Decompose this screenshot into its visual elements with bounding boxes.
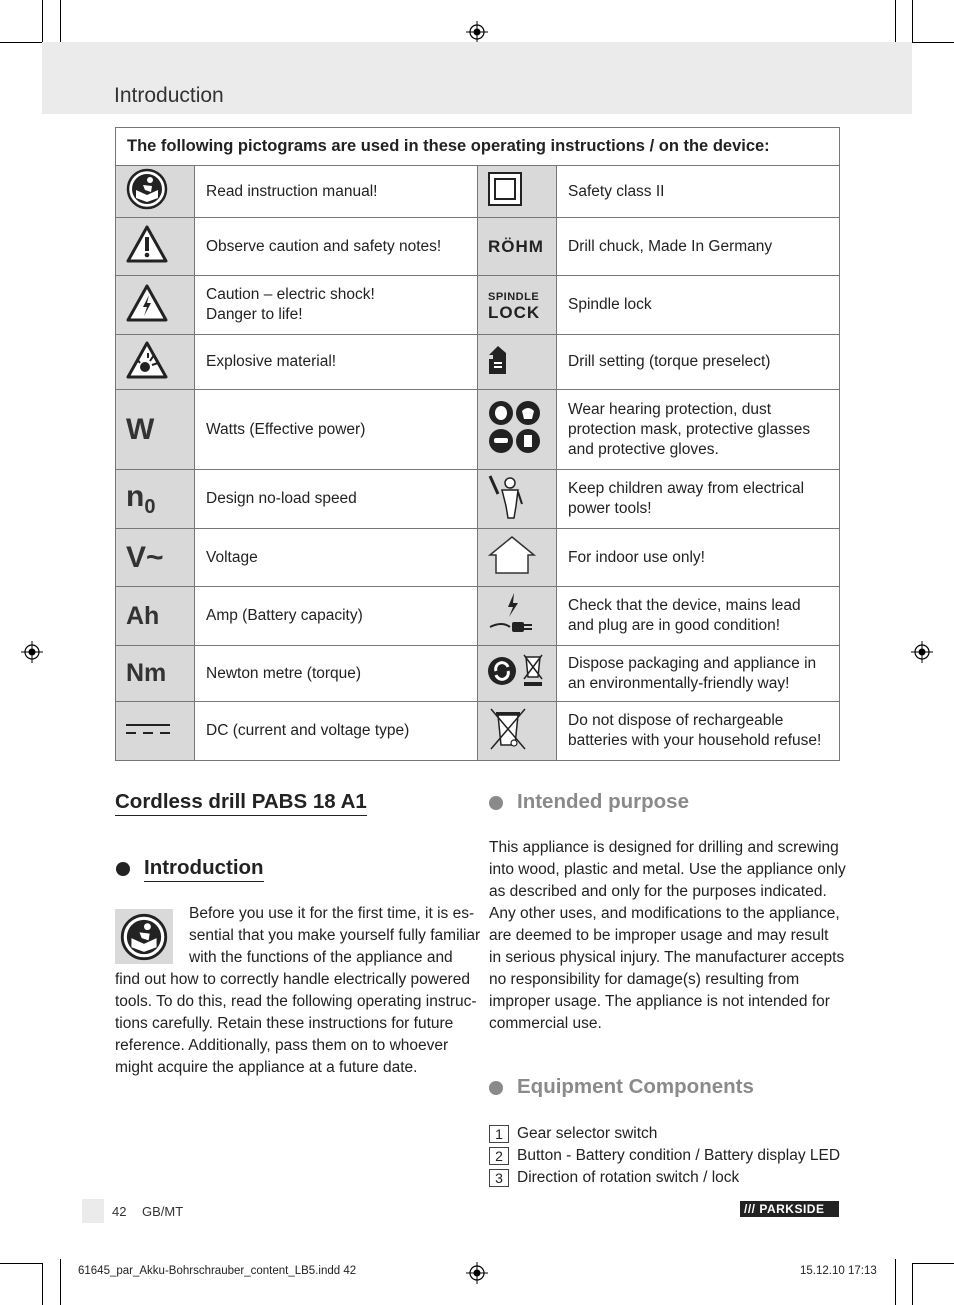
crop-mark xyxy=(912,0,913,42)
book-icon xyxy=(126,168,168,210)
warning-icon xyxy=(126,225,168,263)
pictogram-description xyxy=(557,276,840,335)
text-line: Watts (Effective power) xyxy=(206,420,366,438)
icon-cell xyxy=(116,390,195,470)
text-line: no responsibility for damage(s) resulting from xyxy=(489,971,800,988)
crop-mark xyxy=(42,1263,43,1305)
slug-filename: 61645_par_Akku-Bohrschrauber_content_LB5.indd 42 xyxy=(78,1265,357,1277)
pictogram-description xyxy=(557,166,840,218)
logo-text-top: SPINDLE xyxy=(488,291,540,303)
text-line: Wear hearing protection, dust xyxy=(568,400,772,418)
component-number: 1 xyxy=(489,1125,509,1143)
list-item xyxy=(489,1167,840,1189)
crop-mark xyxy=(895,0,896,46)
electric-shock-icon xyxy=(126,284,168,322)
table-row xyxy=(116,390,840,470)
text-line: Read instruction manual! xyxy=(206,182,378,200)
book-icon xyxy=(120,913,168,961)
pictogram-description xyxy=(557,335,840,390)
pictogram-description xyxy=(195,702,478,761)
pictogram-description xyxy=(557,390,840,470)
component-number: 2 xyxy=(489,1147,509,1165)
text-line: Safety class II xyxy=(568,182,665,200)
crop-mark xyxy=(60,0,61,46)
component-label: Direction of rotation switch / lock xyxy=(517,1169,740,1186)
table-row xyxy=(116,218,840,276)
logo-text-bottom: LOCK xyxy=(488,303,541,322)
text-line: tions carefully. Retain these instructions for future xyxy=(115,1015,454,1032)
component-number: 3 xyxy=(489,1169,509,1187)
region-code: GB/MT xyxy=(142,1204,184,1219)
square-icon xyxy=(488,172,522,206)
text-line: power tools! xyxy=(568,500,652,517)
pictogram-description xyxy=(195,390,478,470)
pictogram-description xyxy=(557,218,840,276)
house-icon xyxy=(488,535,536,575)
text-line: Voltage xyxy=(206,548,258,566)
list-item xyxy=(489,1123,840,1145)
text-line: are deemed to be improper usage and may result xyxy=(489,927,829,944)
crop-mark xyxy=(60,1259,61,1305)
icon-cell xyxy=(478,646,557,702)
icon-cell xyxy=(116,335,195,390)
child-icon xyxy=(488,474,524,520)
newton-metre-symbol: Nm xyxy=(126,659,167,687)
product-title: Cordless drill PABS 18 A1 xyxy=(115,790,367,816)
table-row xyxy=(116,646,840,702)
registration-mark-icon xyxy=(21,641,43,663)
text-line: Drill setting (torque preselect) xyxy=(568,353,771,370)
intro-paragraph-bottom xyxy=(115,969,477,1079)
icon-cell xyxy=(478,702,557,761)
recycle-icon xyxy=(488,653,546,689)
pictogram-description xyxy=(195,166,478,218)
text-line: Danger to life! xyxy=(206,306,303,323)
icon-cell xyxy=(116,646,195,702)
pictogram-description xyxy=(195,529,478,587)
text-line: Dispose packaging and appliance in xyxy=(568,654,817,672)
pictogram-table xyxy=(115,127,840,761)
table-row xyxy=(116,335,840,390)
rohm-logo: RÖHM xyxy=(488,236,544,256)
dc-icon xyxy=(126,722,170,736)
text-line: and plug are in good condition! xyxy=(568,617,780,634)
icon-cell xyxy=(478,587,557,646)
explosive-icon xyxy=(126,341,168,379)
pictogram-description xyxy=(195,335,478,390)
pictogram-description xyxy=(557,470,840,529)
icon-cell xyxy=(478,166,557,218)
table-row xyxy=(116,529,840,587)
pictogram-description xyxy=(195,587,478,646)
purpose-heading: Intended purpose xyxy=(517,790,689,813)
bullet-icon xyxy=(116,862,130,876)
text-line: into wood, plastic and metal. Use the appliance only xyxy=(489,861,846,878)
table-row xyxy=(116,166,840,218)
amp-hour-symbol: Ah xyxy=(126,601,160,630)
pictogram-description xyxy=(195,218,478,276)
component-label: Button - Battery condition / Battery display LED xyxy=(517,1147,841,1164)
bullet-icon xyxy=(489,796,503,810)
text-line: Spindle lock xyxy=(568,296,652,313)
icon-cell xyxy=(478,276,557,335)
spindle-lock-logo xyxy=(488,291,556,322)
icon-cell xyxy=(116,470,195,529)
text-line: improper usage. The appliance is not intended for xyxy=(489,993,830,1010)
text-line: Keep children away from electrical xyxy=(568,480,805,497)
text-line: might acquire the appliance at a future date. xyxy=(115,1059,418,1076)
text-line: as described and only for the purposes indicated. xyxy=(489,883,827,900)
text-line: tools. To do this, read the following operating instruc- xyxy=(115,993,477,1010)
table-row xyxy=(116,702,840,761)
table-row xyxy=(116,470,840,529)
text-line: in serious physical injury. The manufacturer accepts xyxy=(489,949,845,966)
pictogram-description xyxy=(557,529,840,587)
pictogram-description xyxy=(557,646,840,702)
purpose-paragraph xyxy=(489,837,846,1035)
crossed-bin-icon xyxy=(488,707,528,751)
pictogram-description xyxy=(195,276,478,335)
manual-icon-box xyxy=(115,909,173,964)
icon-cell xyxy=(478,218,557,276)
crop-mark xyxy=(0,42,42,43)
text-line: batteries with your household refuse! xyxy=(568,732,822,749)
no-load-speed-symbol: n xyxy=(126,479,145,513)
watts-symbol: W xyxy=(126,412,155,446)
text-line: Drill chuck, Made In Germany xyxy=(568,237,773,255)
page-number: 42 xyxy=(112,1204,127,1219)
drill-setting-icon xyxy=(488,345,508,375)
ppe-icon xyxy=(488,399,542,455)
table-row xyxy=(116,587,840,646)
bullet-icon xyxy=(489,1081,503,1095)
crop-mark xyxy=(0,1263,42,1264)
table-row xyxy=(116,276,840,335)
components-list xyxy=(489,1123,840,1189)
registration-mark-icon xyxy=(466,21,488,43)
icon-cell xyxy=(116,166,195,218)
voltage-symbol: V~ xyxy=(126,540,164,574)
icon-cell xyxy=(478,470,557,529)
pictogram-description xyxy=(557,702,840,761)
crop-mark xyxy=(42,0,43,42)
icon-cell xyxy=(478,529,557,587)
intro-heading: Introduction xyxy=(144,856,264,882)
footer-box xyxy=(82,1199,104,1223)
text-line: reference. Additionally, pass them on to whoever xyxy=(115,1037,449,1054)
icon-cell xyxy=(478,390,557,470)
text-line: Before you use it for the first time, it is es- xyxy=(189,905,475,922)
list-item xyxy=(489,1145,840,1167)
text-line: and protective gloves. xyxy=(568,440,719,458)
plug-icon xyxy=(488,591,536,637)
pictogram-table-heading: The following pictograms are used in these operating instructions / on the device: xyxy=(116,128,840,166)
icon-cell xyxy=(116,587,195,646)
text-line: Observe caution and safety notes! xyxy=(206,237,442,255)
component-label: Gear selector switch xyxy=(517,1125,658,1142)
icon-cell xyxy=(478,335,557,390)
parkside-logo: /// PARKSIDE xyxy=(740,1201,839,1217)
icon-cell xyxy=(116,529,195,587)
slug-date: 15.12.10 17:13 xyxy=(800,1265,877,1277)
pictogram-description xyxy=(195,470,478,529)
text-line: Explosive material! xyxy=(206,353,337,370)
text-line: DC (current and voltage type) xyxy=(206,722,410,739)
text-line: sential that you make yourself fully familiar xyxy=(189,927,481,944)
text-line: protection mask, protective glasses xyxy=(568,420,811,438)
text-line: Design no-load speed xyxy=(206,490,357,507)
icon-cell xyxy=(116,702,195,761)
icon-cell xyxy=(116,276,195,335)
crop-mark xyxy=(912,42,954,43)
registration-mark-icon xyxy=(911,641,933,663)
crop-mark xyxy=(912,1263,954,1264)
text-line: Newton metre (torque) xyxy=(206,664,362,682)
text-line: find out how to correctly handle electrically powered xyxy=(115,971,470,988)
text-line: an environmentally-friendly way! xyxy=(568,674,790,692)
registration-mark-icon xyxy=(466,1262,488,1284)
text-line: Amp (Battery capacity) xyxy=(206,607,363,624)
components-heading: Equipment Components xyxy=(517,1075,754,1098)
text-line: This appliance is designed for drilling and screwing xyxy=(489,839,839,856)
crop-mark xyxy=(912,1263,913,1305)
icon-cell xyxy=(116,218,195,276)
text-line: Do not dispose of rechargeable xyxy=(568,712,784,729)
page-title: Introduction xyxy=(114,84,224,107)
crop-mark xyxy=(895,1259,896,1305)
no-load-speed-subscript: 0 xyxy=(144,495,156,518)
pictogram-description xyxy=(195,646,478,702)
text-line: Check that the device, mains lead xyxy=(568,597,801,614)
text-line: with the functions of the appliance and xyxy=(189,949,453,966)
intro-paragraph-top xyxy=(189,903,480,969)
pictogram-description xyxy=(557,587,840,646)
text-line: commercial use. xyxy=(489,1015,602,1032)
text-line: For indoor use only! xyxy=(568,548,705,566)
text-line: Any other uses, and modifications to the appliance, xyxy=(489,905,840,922)
text-line: Caution – electric shock! xyxy=(206,286,375,303)
